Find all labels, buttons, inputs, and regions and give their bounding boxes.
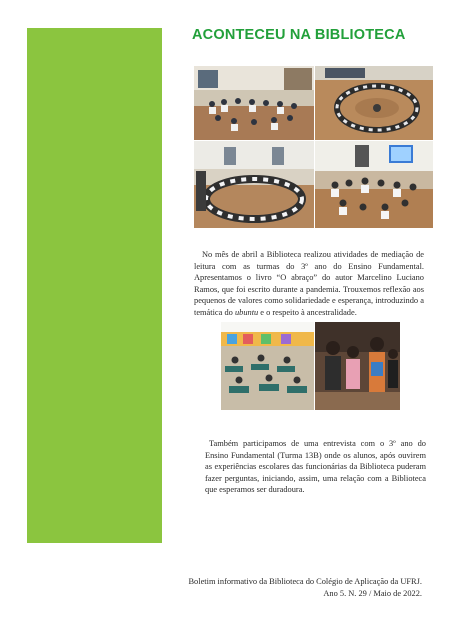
photo-reading-circle-3 bbox=[194, 141, 314, 228]
green-sidebar-bar bbox=[27, 28, 162, 543]
photo-reading-circle-4 bbox=[315, 141, 433, 228]
photo-classroom bbox=[221, 322, 314, 410]
footer-issue-line: Ano 5. N. 29 / Maio de 2022. bbox=[323, 588, 422, 598]
paragraph-1-text-start: No mês de abril a Biblioteca realizou atividades de mediação de leitura com as turmas do 3º ano do Ensino Fundamental. Apresentamos o livro “O abraço” do autor Marcelino Luciano Ramos, que foi escrito durante a pandemia. Trouxemos reflexão aos pequenos de valores como solidariedade e esperança, introduzindo a temática do bbox=[194, 250, 424, 317]
footer-bulletin-line: Boletim informativo da Biblioteca do Colégio de Aplicação da UFRJ. bbox=[188, 577, 422, 586]
page-title: ACONTECEU NA BIBLIOTECA bbox=[192, 27, 406, 43]
paragraph-interview: Também participamos de uma entrevista com o 3º ano do Ensino Fundamental (Turma 13B) onde os alunos, após ouvirem as experiências escolares das funcionárias da Biblioteca puderam fazer perguntas, iniciando, assim, uma relação com a Biblioteca que esperamos ser duradoura. bbox=[205, 439, 426, 495]
photo-reading-circle-2 bbox=[315, 66, 433, 140]
paragraph-reading-activities bbox=[194, 249, 424, 319]
paragraph-1-text-end: e o respeito à ancestralidade. bbox=[258, 307, 357, 317]
footer bbox=[162, 576, 422, 599]
ubuntu-emphasis: ubuntu bbox=[234, 307, 259, 317]
photo-library-staff bbox=[315, 322, 400, 410]
photo-reading-circle-1 bbox=[194, 66, 314, 140]
